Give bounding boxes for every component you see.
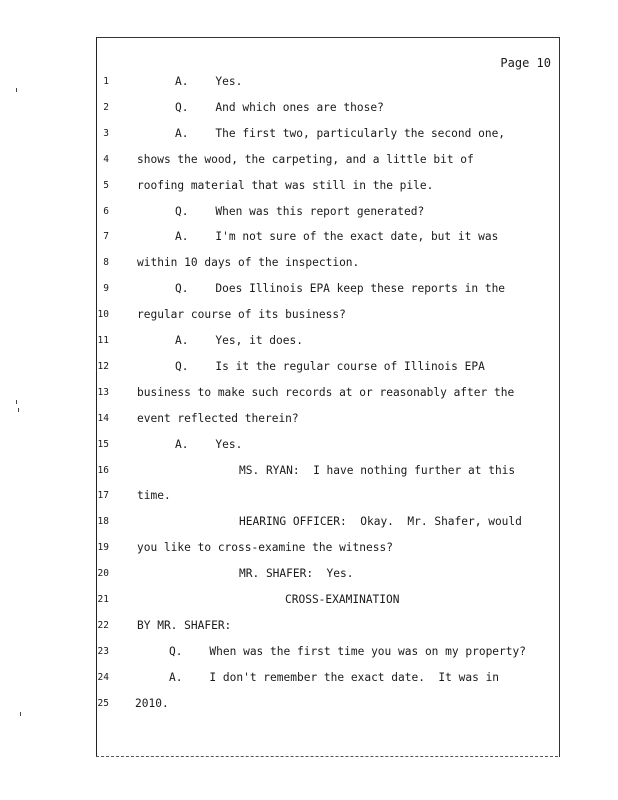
line-text: MR. SHAFER: Yes. bbox=[239, 567, 354, 581]
transcript-line bbox=[97, 567, 557, 585]
transcript-line bbox=[97, 386, 557, 404]
line-number: 19 bbox=[97, 542, 109, 554]
scan-speck bbox=[18, 408, 19, 412]
line-text: 2010. bbox=[135, 696, 169, 710]
transcript-line bbox=[97, 541, 557, 559]
line-text: Q. When was the first time you was on my property? bbox=[169, 644, 526, 658]
line-number: 24 bbox=[97, 671, 109, 683]
page-bottom-rule bbox=[96, 756, 558, 757]
line-text: time. bbox=[137, 489, 171, 503]
line-number: 20 bbox=[97, 568, 109, 580]
transcript-line bbox=[97, 282, 557, 300]
line-number: 1 bbox=[103, 76, 109, 87]
line-number: 15 bbox=[97, 438, 109, 450]
transcript-line bbox=[97, 412, 557, 430]
transcript-line bbox=[97, 75, 557, 93]
line-text: shows the wood, the carpeting, and a little bit of bbox=[137, 152, 474, 166]
line-number: 7 bbox=[103, 231, 109, 243]
transcript-line bbox=[97, 515, 557, 533]
transcript-line bbox=[97, 697, 557, 715]
line-number: 6 bbox=[103, 205, 109, 217]
line-number: 21 bbox=[97, 594, 109, 605]
line-number: 18 bbox=[97, 516, 109, 528]
scan-speck bbox=[20, 712, 21, 716]
line-number: 12 bbox=[97, 360, 109, 372]
transcript-line bbox=[97, 205, 557, 223]
line-text: A. The first two, particularly the second one, bbox=[175, 126, 506, 140]
line-text: MS. RYAN: I have nothing further at this bbox=[239, 463, 516, 477]
line-number: 14 bbox=[97, 412, 109, 424]
line-text: business to make such records at or reasonably after the bbox=[137, 385, 515, 399]
line-text: A. Yes. bbox=[175, 75, 243, 88]
line-text: A. I'm not sure of the exact date, but it was bbox=[175, 230, 499, 244]
transcript-line bbox=[97, 153, 557, 171]
line-text: A. I don't remember the exact date. It was in bbox=[169, 670, 500, 684]
line-number: 9 bbox=[103, 283, 109, 295]
transcript-line bbox=[97, 308, 557, 326]
line-number: 11 bbox=[97, 335, 109, 346]
line-text: A. Yes. bbox=[175, 437, 243, 451]
line-number: 17 bbox=[97, 490, 109, 502]
transcript-line bbox=[97, 256, 557, 274]
transcript-line bbox=[97, 593, 557, 611]
line-text: Q. When was this report generated? bbox=[175, 204, 425, 218]
scan-speck bbox=[16, 400, 17, 404]
line-number: 10 bbox=[97, 309, 109, 321]
line-text: CROSS-EXAMINATION bbox=[285, 593, 400, 606]
page-number: Page 10 bbox=[500, 56, 551, 70]
line-text: BY MR. SHAFER: bbox=[137, 618, 232, 632]
line-number: 2 bbox=[103, 101, 109, 113]
transcript-line bbox=[97, 360, 557, 378]
line-number: 25 bbox=[97, 697, 109, 709]
transcript-line bbox=[97, 619, 557, 637]
transcript-line bbox=[97, 645, 557, 663]
line-number: 8 bbox=[103, 257, 109, 269]
line-text: Q. Does Illinois EPA keep these reports in the bbox=[175, 282, 506, 296]
line-number: 16 bbox=[97, 464, 109, 476]
line-number: 3 bbox=[103, 127, 109, 139]
transcript-line bbox=[97, 179, 557, 197]
line-number: 23 bbox=[97, 645, 109, 657]
line-text: event reflected therein? bbox=[137, 411, 299, 425]
line-text: A. Yes, it does. bbox=[175, 334, 303, 347]
transcript-line bbox=[97, 438, 557, 456]
transcript-line bbox=[97, 671, 557, 689]
line-text: you like to cross-examine the witness? bbox=[137, 541, 393, 555]
transcript-line bbox=[97, 334, 557, 352]
line-text: Q. Is it the regular course of Illinois EPA bbox=[175, 359, 485, 373]
transcript-line bbox=[97, 464, 557, 482]
scan-speck bbox=[16, 88, 17, 92]
line-number: 4 bbox=[103, 153, 109, 165]
line-number: 13 bbox=[97, 386, 109, 398]
transcript-line bbox=[97, 489, 557, 507]
line-text: Q. And which ones are those? bbox=[175, 100, 384, 114]
line-text: HEARING OFFICER: Okay. Mr. Shafer, would bbox=[239, 515, 522, 529]
transcript-line bbox=[97, 230, 557, 248]
transcript-line bbox=[97, 101, 557, 119]
line-number: 5 bbox=[103, 179, 109, 191]
line-text: regular course of its business? bbox=[137, 308, 346, 322]
transcript-line bbox=[97, 127, 557, 145]
line-number: 22 bbox=[97, 619, 109, 631]
transcript-page bbox=[96, 37, 560, 757]
line-text: roofing material that was still in the pile. bbox=[137, 178, 434, 192]
line-text: within 10 days of the inspection. bbox=[137, 256, 360, 270]
